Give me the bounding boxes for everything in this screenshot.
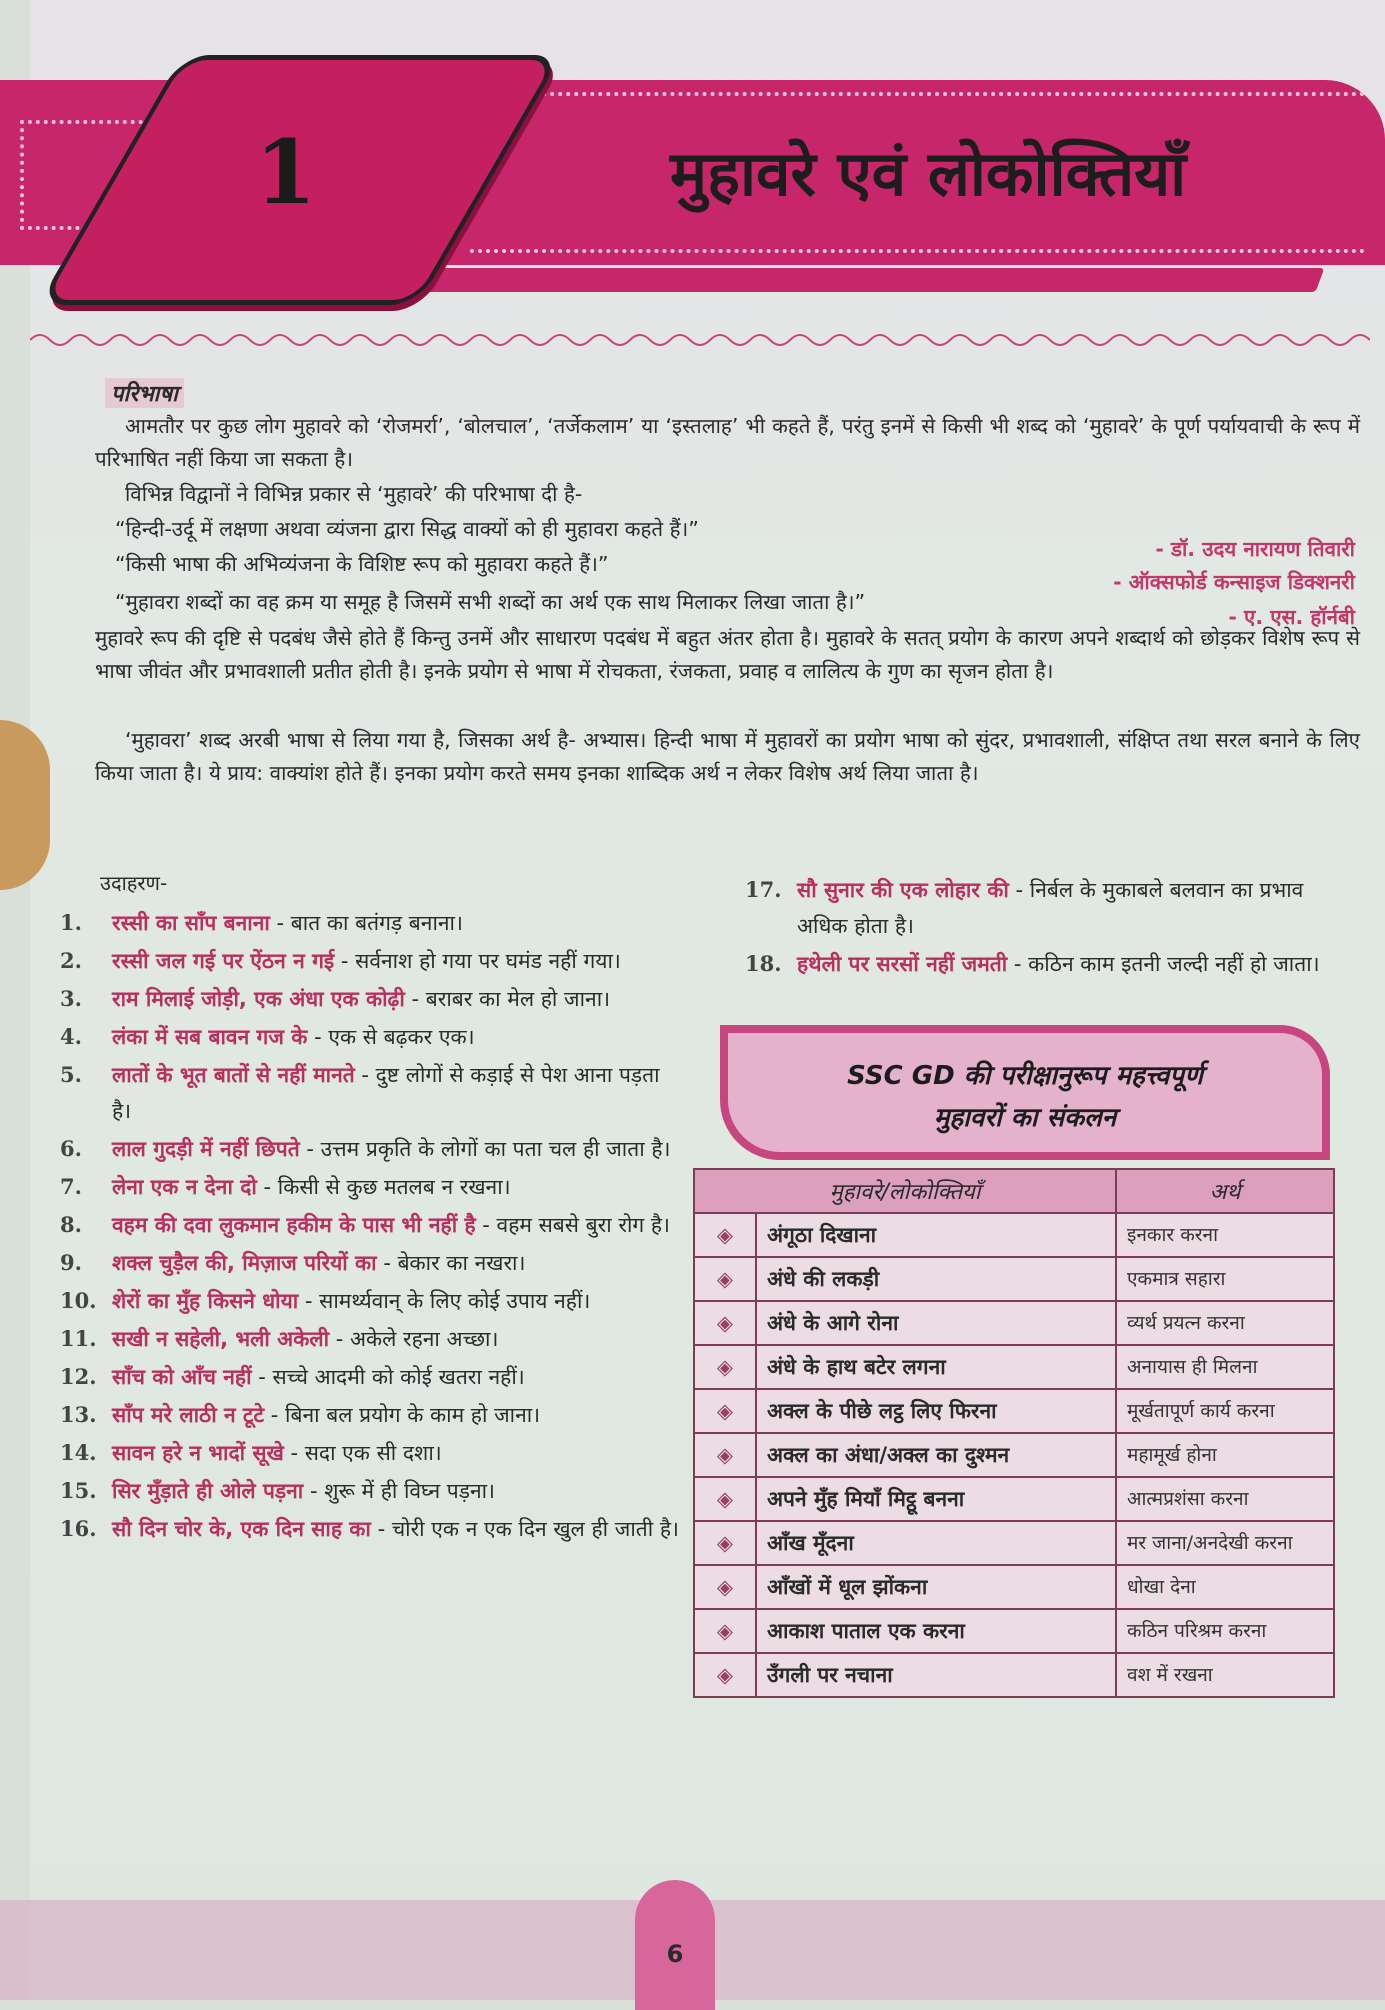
meaning-cell: व्यर्थ प्रयत्न करना	[1116, 1301, 1334, 1345]
idiom-meaning: - सदा एक सी दशा।	[290, 1441, 442, 1465]
chapter-title: मुहावरे एवं लोकोक्तियाँ	[670, 137, 1187, 210]
diamond-bullet-icon: ◈	[694, 1301, 756, 1345]
idiom-meaning: - अकेले रहना अच्छा।	[335, 1327, 499, 1351]
idiom-meaning: - वहम सबसे बुरा रोग है।	[482, 1213, 670, 1237]
diamond-bullet-icon: ◈	[694, 1433, 756, 1477]
item-number: 17.	[745, 877, 782, 902]
table-row	[694, 1389, 1334, 1433]
idiom-meaning: - बात का बतंगड़ बनाना।	[276, 911, 463, 935]
idioms-table	[693, 1168, 1335, 1698]
table-row	[694, 1257, 1334, 1301]
idiom-meaning: - कठिन काम इतनी जल्दी नहीं हो जाता।	[1013, 952, 1320, 976]
diamond-bullet-icon: ◈	[694, 1389, 756, 1433]
idiom-meaning: - बिना बल प्रयोग के काम हो जाना।	[270, 1403, 541, 1427]
idiom-cell: आँखों में धूल झोंकना	[756, 1565, 1116, 1609]
idiom-text: शक्ल चुड़ैल की, मिज़ाज परियों का	[112, 1251, 377, 1275]
paragraph: विभिन्न विद्वानों ने विभिन्न प्रकार से ‘मुहावरे’ की परिभाषा दी है-	[125, 482, 583, 506]
quote: “मुहावरा शब्दों का वह क्रम या समूह है जिसमें सभी शब्दों का अर्थ एक साथ मिलाकर लिखा जाता है।”	[115, 590, 866, 614]
idiom-cell: अक्ल का अंधा/अक्ल का दुश्मन	[756, 1433, 1116, 1477]
idiom-meaning: - चोरी एक न एक दिन खुल ही जाती है।	[377, 1517, 679, 1541]
idiom-text: साँप मरे लाठी न टूटे	[112, 1403, 265, 1427]
table-row	[694, 1345, 1334, 1389]
item-number: 16.	[60, 1516, 97, 1541]
item-number: 11.	[60, 1326, 97, 1351]
meaning-cell: धोखा देना	[1116, 1565, 1334, 1609]
idiom-text: सावन हरे न भादों सूखे	[112, 1441, 284, 1465]
table-row	[694, 1565, 1334, 1609]
idiom-cell: अंधे के आगे रोना	[756, 1301, 1116, 1345]
compilation-heading	[720, 1025, 1330, 1160]
item-number: 13.	[60, 1402, 97, 1427]
example-item	[60, 905, 685, 941]
idiom-text: सखी न सहेली, भली अकेली	[112, 1327, 330, 1351]
idiom-text: हथेली पर सरसों नहीं जमती	[797, 952, 1008, 976]
item-number: 15.	[60, 1478, 97, 1503]
idiom-meaning: - सच्चे आदमी को कोई खतरा नहीं।	[258, 1365, 525, 1389]
table-row	[694, 1521, 1334, 1565]
meaning-cell: मर जाना/अनदेखी करना	[1116, 1521, 1334, 1565]
quote-author: - डॉ. उदय नारायण तिवारी	[1155, 537, 1355, 561]
thumb	[0, 720, 50, 890]
idiom-text: सिर मुँड़ाते ही ओले पड़ना	[112, 1479, 304, 1503]
examples-right	[745, 872, 1345, 984]
table-row	[694, 1477, 1334, 1521]
idiom-cell: अंगूठा दिखाना	[756, 1213, 1116, 1257]
item-number: 6.	[60, 1136, 82, 1161]
chapter-number: 1	[255, 120, 317, 224]
idiom-cell: अंधे की लकड़ी	[756, 1257, 1116, 1301]
idiom-text: वहम की दवा लुकमान हकीम के पास भी नहीं है	[112, 1213, 476, 1237]
meaning-cell: महामूर्ख होना	[1116, 1433, 1334, 1477]
meaning-cell: आत्मप्रशंसा करना	[1116, 1477, 1334, 1521]
example-item	[745, 946, 1345, 982]
idiom-meaning: - सर्वनाश हो गया पर घमंड नहीं गया।	[340, 949, 621, 973]
example-item	[60, 981, 685, 1017]
item-number: 9.	[60, 1250, 82, 1275]
diamond-bullet-icon: ◈	[694, 1345, 756, 1389]
idiom-cell: आँख मूँदना	[756, 1521, 1116, 1565]
idiom-text: साँच को आँच नहीं	[112, 1365, 252, 1389]
example-item	[60, 1169, 685, 1205]
example-item	[60, 1019, 685, 1055]
meaning-cell: इनकार करना	[1116, 1213, 1334, 1257]
section-heading: परिभाषा	[105, 378, 184, 408]
item-number: 18.	[745, 951, 782, 976]
idiom-text: सौ सुनार की एक लोहार की	[797, 878, 1009, 902]
example-item	[60, 1057, 685, 1129]
idiom-meaning: - सामर्थ्यवान् के लिए कोई उपाय नहीं।	[304, 1289, 591, 1313]
idiom-cell: आकाश पाताल एक करना	[756, 1609, 1116, 1653]
example-item	[745, 872, 1345, 944]
item-number: 4.	[60, 1024, 82, 1049]
item-number: 1.	[60, 910, 82, 935]
meaning-cell: अनायास ही मिलना	[1116, 1345, 1334, 1389]
banner-underline	[416, 268, 1325, 292]
table-row	[694, 1213, 1334, 1257]
example-item	[60, 1283, 685, 1319]
idiom-meaning: - किसी से कुछ मतलब न रखना।	[263, 1175, 511, 1199]
compilation-subtitle: मुहावरों का संकलन	[933, 1103, 1117, 1133]
paragraph: ‘मुहावरा’ शब्द अरबी भाषा से लिया गया है, जिसका अर्थ है- अभ्यास। हिन्दी भाषा में मुहावरों का प्रयोग भाषा को सुंदर, प्रभावशाली, संक्षिप्त तथा सरल बनाने के लिए किया जाता है। ये प्राय: वाक्यांश होते हैं। इनका प्रयोग करते समय इनका शाब्दिक अर्थ न लेकर विशेष अर्थ लिया जाता है।	[95, 728, 1360, 785]
idiom-text: लेना एक न देना दो	[112, 1175, 257, 1199]
idiom-text: लंका में सब बावन गज के	[112, 1025, 308, 1049]
example-item	[60, 1207, 685, 1243]
table-row	[694, 1301, 1334, 1345]
page-number: 6	[635, 1880, 715, 2010]
diamond-bullet-icon: ◈	[694, 1213, 756, 1257]
quote: “किसी भाषा की अभिव्यंजना के विशिष्ट रूप को मुहावरा कहते हैं।”	[115, 552, 609, 576]
idiom-meaning: - उत्तम प्रकृति के लोगों का पता चल ही जाता है।	[306, 1137, 671, 1161]
item-number: 12.	[60, 1364, 97, 1389]
idiom-text: लातों के भूत बातों से नहीं मानते	[112, 1063, 355, 1087]
example-item	[60, 943, 685, 979]
col-header-meaning: अर्थ	[1116, 1169, 1334, 1213]
wavy-divider	[30, 330, 1370, 350]
diamond-bullet-icon: ◈	[694, 1521, 756, 1565]
example-item	[60, 1473, 685, 1509]
table-row	[694, 1609, 1334, 1653]
item-number: 3.	[60, 986, 82, 1011]
example-item	[60, 1131, 685, 1167]
examples-left	[60, 865, 685, 1549]
diamond-bullet-icon: ◈	[694, 1477, 756, 1521]
paragraph: मुहावरे रूप की दृष्टि से पदबंध जैसे होते हैं किन्तु उनमें और साधारण पदबंध में बहुत अंतर होता है। मुहावरे के सतत् प्रयोग के कारण अपने शब्दार्थ को छोड़कर विशेष रूप से भाषा जीवंत और प्रभावशाली प्रतीत होती है। इनके प्रयोग से भाषा में रोचकता, रंजकता, प्रवाह व लालित्य के गुण का सृजन होता है।	[95, 626, 1360, 683]
idiom-cell: अक्ल के पीछे लट्ठ लिए फिरना	[756, 1389, 1116, 1433]
idiom-text: राम मिलाई जोड़ी, एक अंधा एक कोढ़ी	[112, 987, 405, 1011]
diamond-bullet-icon: ◈	[694, 1653, 756, 1697]
item-number: 7.	[60, 1174, 82, 1199]
meaning-cell: एकमात्र सहारा	[1116, 1257, 1334, 1301]
compilation-title: SSC GD की परीक्षानुरूप महत्त्वपूर्ण	[847, 1061, 1203, 1091]
col-header-idiom: मुहावरे/लोकोक्तियाँ	[694, 1169, 1116, 1213]
idiom-meaning: - निर्बल के मुकाबले बलवान का प्रभाव अधिक होता है।	[797, 878, 1304, 938]
example-item	[60, 1397, 685, 1433]
example-item	[60, 1511, 685, 1547]
idiom-meaning: - शुरू में ही विघ्न पड़ना।	[309, 1479, 495, 1503]
idiom-meaning: - दुष्ट लोगों से कड़ाई से पेश आना पड़ता है।	[112, 1063, 660, 1123]
example-item	[60, 1245, 685, 1281]
idiom-text: शेरों का मुँह किसने धोया	[112, 1289, 299, 1313]
example-item	[60, 1359, 685, 1395]
item-number: 14.	[60, 1440, 97, 1465]
item-number: 10.	[60, 1288, 97, 1313]
meaning-cell: मूर्खतापूर्ण कार्य करना	[1116, 1389, 1334, 1433]
diamond-bullet-icon: ◈	[694, 1257, 756, 1301]
table-row	[694, 1433, 1334, 1477]
quote-author: - ए. एस. हॉर्नबी	[1228, 605, 1355, 629]
item-number: 2.	[60, 948, 82, 973]
idiom-text: लाल गुदड़ी में नहीं छिपते	[112, 1137, 300, 1161]
idiom-meaning: - एक से बढ़कर एक।	[314, 1025, 475, 1049]
meaning-cell: कठिन परिश्रम करना	[1116, 1609, 1334, 1653]
item-number: 5.	[60, 1062, 82, 1087]
idiom-text: रस्सी जल गई पर ऐंठन न गई	[112, 949, 335, 973]
table-row	[694, 1653, 1334, 1697]
idiom-cell: उँगली पर नचाना	[756, 1653, 1116, 1697]
diamond-bullet-icon: ◈	[694, 1609, 756, 1653]
examples-heading: उदाहरण-	[100, 871, 168, 895]
quote-author: - ऑक्सफोर्ड कन्साइज डिक्शनरी	[1113, 570, 1355, 594]
idiom-cell: अपने मुँह मियाँ मिट्ठू बनना	[756, 1477, 1116, 1521]
idiom-meaning: - बराबर का मेल हो जाना।	[411, 987, 611, 1011]
idiom-cell: अंधे के हाथ बटेर लगना	[756, 1345, 1116, 1389]
example-item	[60, 1321, 685, 1357]
quote: “हिन्दी-उर्दू में लक्षणा अथवा व्यंजना द्वारा सिद्ध वाक्यों को ही मुहावरा कहते हैं।”	[115, 517, 699, 541]
example-item	[60, 1435, 685, 1471]
idiom-text: रस्सी का साँप बनाना	[112, 911, 270, 935]
idiom-meaning: - बेकार का नखरा।	[383, 1251, 526, 1275]
meaning-cell: वश में रखना	[1116, 1653, 1334, 1697]
diamond-bullet-icon: ◈	[694, 1565, 756, 1609]
paragraph: आमतौर पर कुछ लोग मुहावरे को ‘रोजमर्रा’, ‘बोलचाल’, ‘तर्जेकलाम’ या ‘इस्तलाह’ भी कहते हैं, परंतु इनमें से किसी भी शब्द को ‘मुहावरे’ के पूर्ण पर्यायवाची के रूप में परिभाषित नहीं किया जा सकता है।	[95, 414, 1360, 471]
idiom-text: सौ दिन चोर के, एक दिन साह का	[112, 1517, 371, 1541]
item-number: 8.	[60, 1212, 82, 1237]
